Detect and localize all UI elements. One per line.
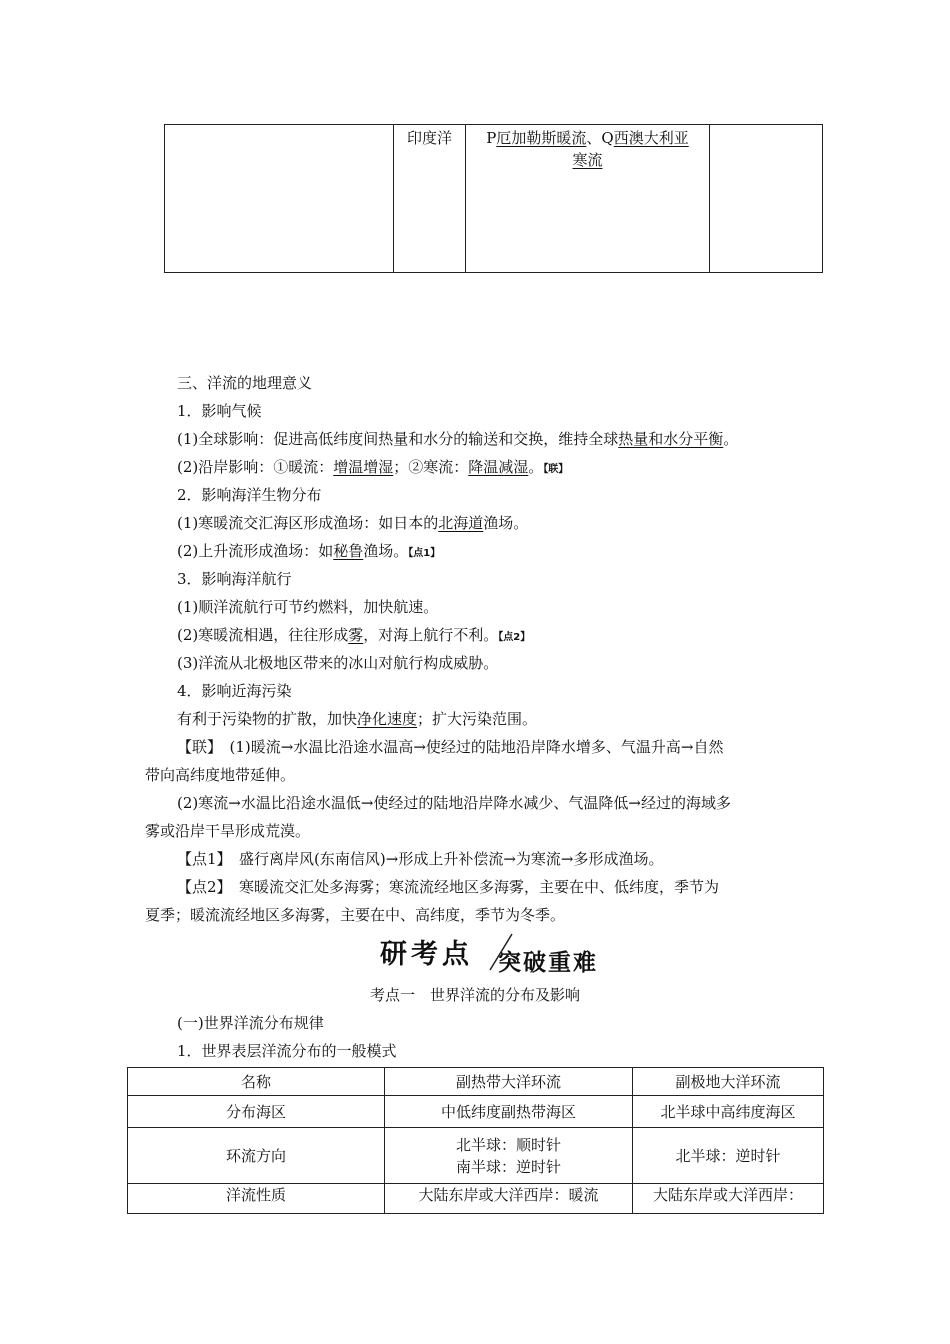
table-header-cell: 副极地大洋环流 [633, 1068, 824, 1096]
current-west-australian: 西澳大利亚 [613, 129, 689, 147]
table1-currents-cell [466, 125, 710, 273]
ocean-name: 印度洋 [406, 129, 452, 147]
section-banner [380, 930, 610, 974]
circulation-table [127, 1067, 824, 1214]
item-marine-life: 2．影响海洋生物分布 [177, 486, 322, 504]
item-navigation-2: (2)寒暖流相遇，往往形成雾，对海上航行不利。【点2】 [177, 626, 531, 644]
table-cell: 大陆东岸或大洋西岸： [633, 1184, 824, 1214]
kaodian-title: 考点一 世界洋流的分布及影响 [370, 986, 581, 1004]
kaodian-sub2: 1．世界表层洋流分布的一般模式 [177, 1042, 397, 1060]
item-fishery-confluence: (1)寒暖流交汇海区形成渔场：如日本的北海道渔场。 [177, 514, 529, 532]
table1-ocean-cell [394, 125, 466, 273]
note-dian1: 【点1】 盛行离岸风(东南信风)→形成上升补偿流→为寒流→多形成渔场。 [177, 850, 664, 868]
note-lian-2b: 雾或沿岸干旱形成荒漠。 [145, 822, 311, 840]
table1-empty-cell-1 [165, 125, 394, 273]
table-cell [385, 1128, 633, 1184]
note-lian-1a: 【联】 (1)暖流→水温比沿途水温高→使经过的陆地沿岸降水增多、气温升高→自然 [177, 738, 724, 756]
banner-left-text: 研考点 [380, 939, 473, 970]
table-header-cell: 副热带大洋环流 [385, 1068, 633, 1096]
table-cell: 中低纬度副热带海区 [385, 1096, 633, 1128]
table1-empty-cell-2 [710, 125, 823, 273]
table-cell: 洋流性质 [128, 1184, 385, 1214]
table-header-row [128, 1068, 824, 1096]
banner-right-text: 突破重难 [498, 950, 598, 976]
item-navigation: 3．影响海洋航行 [177, 570, 292, 588]
table-row [128, 1184, 824, 1214]
table-cell: 北半球：逆时针 [633, 1128, 824, 1184]
item-pollution: 4．影响近海污染 [177, 682, 292, 700]
note-dian2b: 夏季；暖流流经地区多海雾，主要在中、高纬度，季节为冬季。 [145, 906, 566, 924]
table-cell: 大陆东岸或大洋西岸：暖流 [385, 1184, 633, 1214]
label-p: P [486, 129, 497, 147]
item-pollution-1: 有利于污染物的扩散，加快净化速度；扩大污染范围。 [177, 710, 538, 728]
item-navigation-1: (1)顺洋流航行可节约燃料，加快航速。 [177, 598, 439, 616]
current-west-australian-cont: 寒流 [572, 151, 603, 169]
kaodian-sub1: (一)世界洋流分布规律 [177, 1014, 324, 1032]
current-agulhas: 厄加勒斯暖流 [496, 129, 587, 147]
section-heading: 三、洋流的地理意义 [177, 374, 313, 392]
note-tag-dian2: 【点2】 [498, 632, 531, 643]
table-header-cell: 名称 [128, 1068, 385, 1096]
table-cell: 分布海区 [128, 1096, 385, 1128]
table-row [128, 1096, 824, 1128]
table-cell: 环流方向 [128, 1128, 385, 1184]
direction-north: 北半球：顺时针 [455, 1135, 561, 1154]
note-tag-dian1: 【点1】 [408, 548, 441, 559]
note-lian-1b: 带向高纬度地带延伸。 [145, 766, 296, 784]
item-climate: 1．影响气候 [177, 402, 262, 420]
note-dian2a: 【点2】 寒暖流交汇处多海雾；寒流流经地区多海雾，主要在中、低纬度，季节为 [177, 878, 720, 896]
table-cell: 北半球中高纬度海区 [633, 1096, 824, 1128]
item-navigation-3: (3)洋流从北极地区带来的冰山对航行构成威胁。 [177, 654, 499, 672]
item-climate-global: (1)全球影响：促进高低纬度间热量和水分的输送和交换，维持全球热量和水分平衡。 [177, 430, 739, 448]
table-row [128, 1128, 824, 1184]
note-tag-lian: 【联】 [543, 464, 569, 475]
item-fishery-upwelling: (2)上升流形成渔场：如秘鲁渔场。【点1】 [177, 542, 441, 560]
item-climate-coastal: (2)沿岸影响：①暖流：增温增湿；②寒流：降温减湿。【联】 [177, 458, 569, 476]
direction-south: 南半球：逆时针 [455, 1157, 561, 1176]
note-lian-2a: (2)寒流→水温比沿途水温低→使经过的陆地沿岸降水减少、气温降低→经过的海域多 [177, 794, 731, 812]
current-table-continuation [164, 124, 823, 273]
label-q: 、Q [586, 129, 614, 147]
